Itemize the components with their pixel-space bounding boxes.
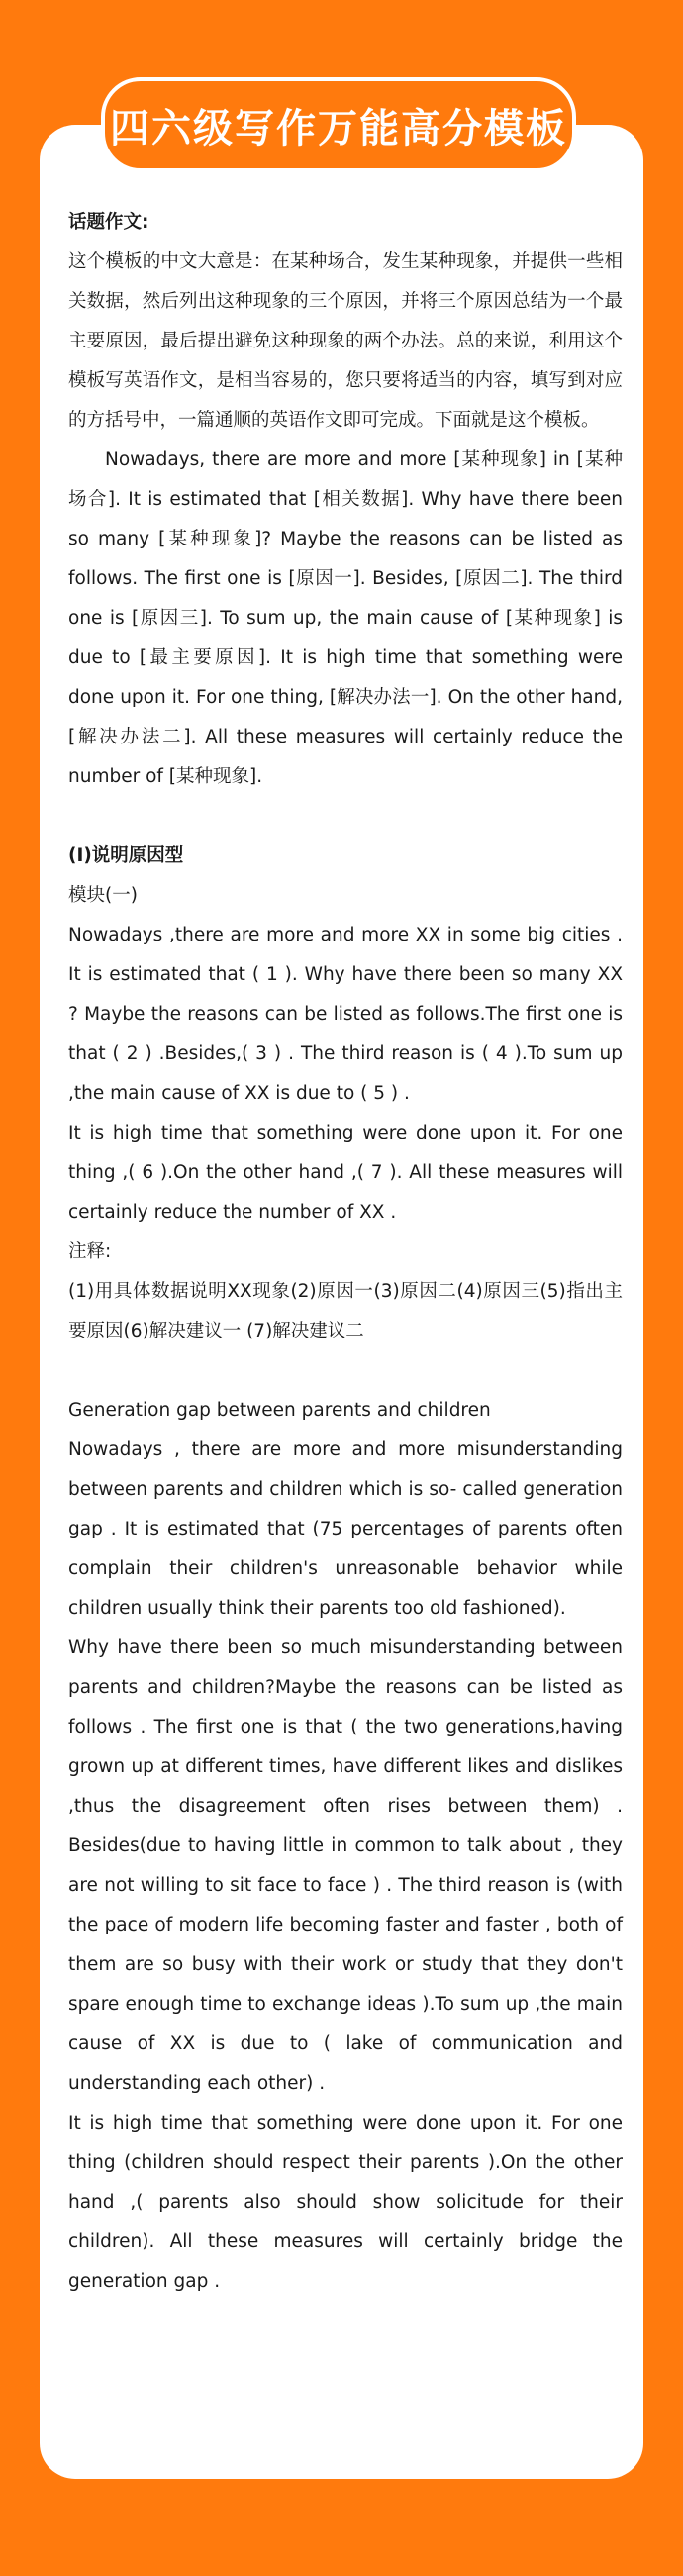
example-paragraph-1: Nowadays , there are more and more misunderstanding between parents and children which is so- called generation gap . It is estimated that (75 percentages of parents often complain their children's unreasonable behavior while children usually think their parents too old fashioned). xyxy=(68,1439,623,1619)
page-title: 四六级写作万能高分模板 xyxy=(110,105,567,151)
module-paragraph-1: Nowadays ,there are more and more XX in some big cities . It is estimated that ( 1 ). Why have there been so many XX ? Maybe the reasons can be listed as follows.The first one is that ( 2 ) .Besides,( 3 ) . The third reason is ( 4 ).To sum up ,the main cause of XX is due to ( 5 ) . xyxy=(68,925,623,1104)
spacer xyxy=(68,797,623,837)
example-title: Generation gap between parents and children xyxy=(68,1400,491,1421)
module-paragraph-2: It is high time that something were done upon it. For one thing ,( 6 ).On the other hand ,( 7 ). All these measures will certainly reduce the number of XX . xyxy=(68,1123,623,1223)
template-text: Nowadays, there are more and more [某种现象] in [某种场合]. It is estimated that [相关数据]. Why have there been so many [某种现象]? Maybe the reasons can be listed as follows. The first one is [原因一]. Besides, [原因二]. The third one is [原因三]. To sum up, the main cause of [某种现象] is due to [最主要原因]. It is high time that something were done upon it. For one thing, [解决办法一]. On the other hand, [解决办法二]. All these measures will certainly reduce the number of [某种现象]. xyxy=(68,449,623,787)
article-body xyxy=(68,203,623,2302)
note-text: (1)用具体数据说明XX现象(2)原因一(3)原因二(4)原因三(5)指出主要原因(6)解决建议一 (7)解决建议二 xyxy=(68,1281,623,1341)
spacer xyxy=(68,1351,623,1391)
example-paragraph-2: Why have there been so much misunderstanding between parents and children?Maybe the reasons can be listed as follows . The first one is that ( the two generations,having grown up at different times, have different likes and dislikes ,thus the disagreement often rises between them) . Besides(due to having little in common to talk about , they are not willing to sit face to face ) . The third reason is (with the pace of modern life becoming faster and faster , both of them are so busy with their work or study that they don't spare enough time to exchange ideas ).To sum up ,the main cause of XX is due to ( lake of communication and understanding each other) . xyxy=(68,1637,623,2094)
note-label: 注释: xyxy=(68,1241,112,1262)
title-banner xyxy=(101,77,576,172)
example-paragraph-3: It is high time that something were done upon it. For one thing (children should respect their parents ).On the other hand ,( parents also should show solicitude for their children). All these measures will certainly bridge the generation gap . xyxy=(68,2113,623,2292)
module-label: 模块(一) xyxy=(68,885,138,906)
intro-text: 这个模板的中文大意是：在某种场合，发生某种现象，并提供一些相关数据，然后列出这种现象的三个原因，并将三个原因总结为一个最主要原因，最后提出避免这种现象的两个办法。总的来说，利用这个模板写英语作文，是相当容易的，您只要将适当的内容，填写到对应的方括号中，一篇通顺的英语作文即可完成。下面就是这个模板。 xyxy=(68,251,623,431)
section-heading: (I)说明原因型 xyxy=(68,845,184,866)
intro-heading: 话题作文: xyxy=(68,212,149,233)
